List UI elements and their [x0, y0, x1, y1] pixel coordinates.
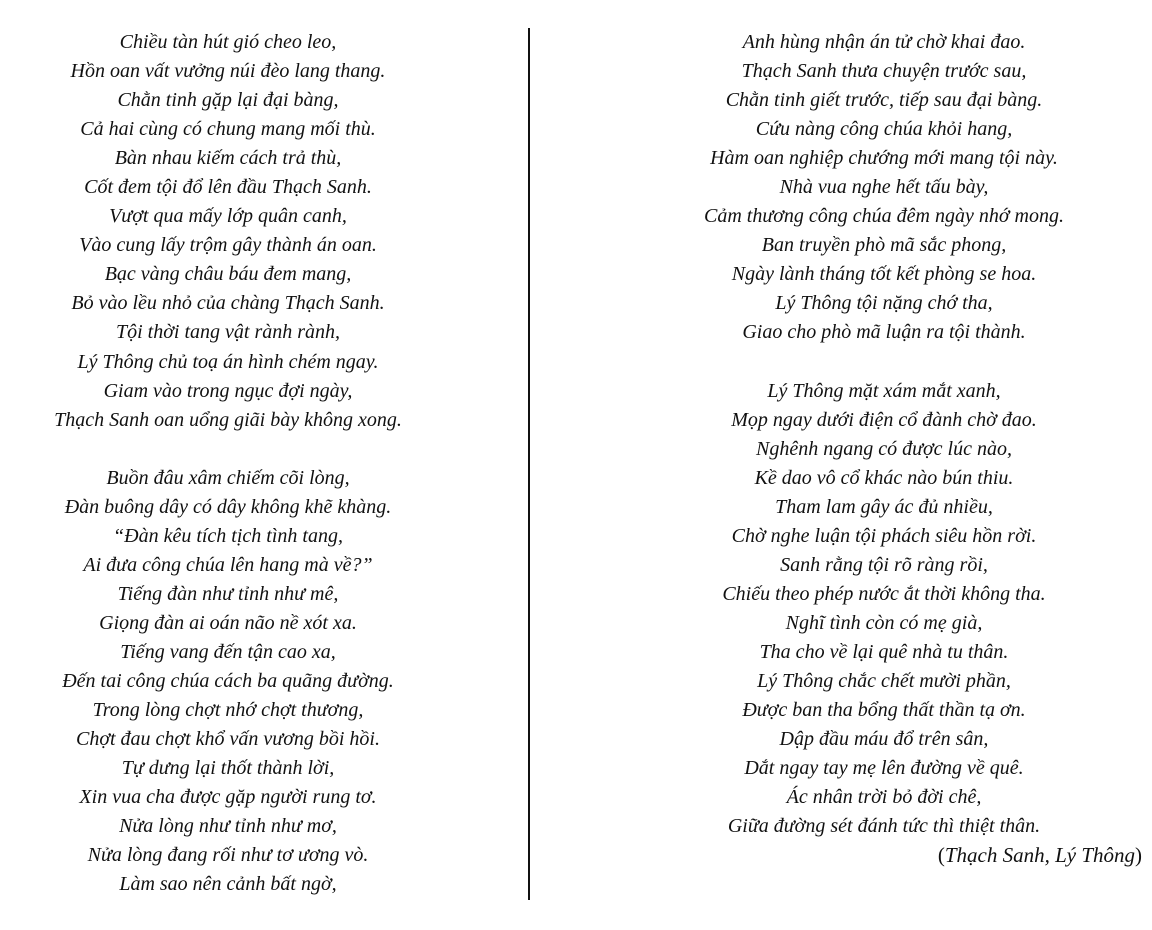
poem-line: Chiều tàn hút gió cheo leo,	[119, 31, 337, 53]
poem-line: Tiếng đàn như tỉnh như mê,	[117, 582, 339, 605]
poem-line: Chờ nghe luận tội phách siêu hồn rời.	[731, 524, 1037, 547]
poem-line: Nghênh ngang có được lúc nào,	[756, 437, 1012, 460]
poem-line: Ác nhân trời bỏ đời chê,	[786, 786, 982, 809]
stanza-break	[620, 348, 1148, 377]
poem-line: Tha cho về lại quê nhà tu thân.	[759, 640, 1009, 663]
poem-line: Tự dưng lại thốt thành lời,	[121, 757, 335, 780]
poem-line: Giọng đàn ai oán não nề xót xa.	[99, 611, 357, 634]
poem-line: Lý Thông mặt xám mắt xanh,	[767, 379, 1001, 402]
poem-line: Mọp ngay dưới điện cổ đành chờ đao.	[731, 408, 1037, 431]
poem-line: Thạch Sanh oan uổng giãi bày không xong.	[54, 408, 402, 431]
poem-line: Nửa lòng như tỉnh như mơ,	[119, 815, 337, 838]
poem-line: Ai đưa công chúa lên hang mà về?”	[83, 553, 373, 576]
poem-line: Vào cung lấy trộm gây thành án oan.	[79, 234, 377, 257]
poem-line: Chằn tinh giết trước, tiếp sau đại bàng.	[725, 89, 1043, 112]
poem-line: Cứu nàng công chúa khỏi hang,	[755, 118, 1013, 141]
poem-line: Ngày lành tháng tốt kết phòng se hoa.	[731, 263, 1037, 286]
poem-line: Ban truyền phò mã sắc phong,	[761, 234, 1007, 257]
poem-line: Anh hùng nhận án tử chờ khai đao.	[742, 31, 1026, 53]
poem-line: Chiếu theo phép nước ắt thời không tha.	[722, 582, 1046, 605]
stanza-break	[18, 435, 438, 464]
poem-line: Lý Thông chủ toạ án hình chém ngay.	[77, 350, 379, 373]
poem-line: Lý Thông chắc chết mười phần,	[757, 670, 1011, 693]
poem-line: Xin vua cha được gặp người rung tơ.	[79, 786, 377, 809]
poem-line: Giao cho phò mã luận ra tội thành.	[742, 321, 1026, 344]
poem-line: Đến tai công chúa cách ba quãng đường.	[62, 670, 394, 693]
poem-line: Tội thời tang vật rành rành,	[115, 321, 341, 344]
poem-line: Thạch Sanh thưa chuyện trước sau,	[741, 60, 1027, 83]
poem-line: Nhà vua nghe hết tấu bày,	[779, 176, 989, 199]
poem-line: Tham lam gây ác đủ nhiều,	[775, 495, 993, 518]
poem-line: Đàn buông dây có dây không khẽ khàng.	[64, 495, 392, 518]
poem-line: Chằn tinh gặp lại đại bàng,	[117, 89, 339, 112]
attribution-text: Thạch Sanh, Lý Thông	[944, 843, 1135, 868]
poem-line: Bạc vàng châu báu đem mang,	[104, 263, 352, 286]
poem-line: Trong lòng chợt nhớ chợt thương,	[92, 699, 364, 722]
poem-line: Cả hai cùng có chung mang mối thù.	[80, 118, 376, 141]
poem-line: Sanh rằng tội rõ ràng rồi,	[780, 553, 988, 576]
attribution-open-paren: (	[937, 843, 945, 868]
poem-line: Cốt đem tội đổ lên đầu Thạch Sanh.	[84, 176, 372, 199]
poem-line: Hồn oan vất vưởng núi đèo lang thang.	[70, 60, 386, 83]
attribution-close-paren: )	[1135, 843, 1142, 868]
left-poem-column	[18, 28, 438, 899]
poem-line: Làm sao nên cảnh bất ngờ,	[119, 873, 337, 896]
poem-line: Chợt đau chợt khổ vấn vương bồi hồi.	[75, 728, 380, 751]
poem-attribution	[620, 841, 1148, 870]
poem-line: Được ban tha bổng thất thần tạ ơn.	[742, 699, 1026, 722]
poem-line: Giữa đường sét đánh tức thì thiệt thân.	[727, 815, 1041, 838]
right-poem-column	[620, 28, 1148, 870]
poem-line: Tiếng vang đến tận cao xa,	[120, 640, 336, 663]
poem-line: Cảm thương công chúa đêm ngày nhớ mong.	[704, 205, 1064, 228]
poem-line: Buồn đâu xâm chiếm cõi lòng,	[106, 466, 350, 489]
poem-line: Giam vào trong ngục đợi ngày,	[103, 379, 353, 402]
right-poem-lines	[620, 28, 1148, 841]
poem-line: Nửa lòng đang rối như tơ ương vò.	[87, 844, 369, 867]
poem-line: Bàn nhau kiếm cách trả thù,	[114, 147, 342, 170]
column-divider	[528, 28, 530, 900]
poem-line: Kề dao vô cổ khác nào bún thiu.	[754, 466, 1014, 489]
poem-line: Dập đầu máu đổ trên sân,	[779, 728, 989, 751]
poem-line: Dắt ngay tay mẹ lên đường về quê.	[744, 757, 1024, 780]
poem-line: Bỏ vào lều nhỏ của chàng Thạch Sanh.	[71, 292, 385, 315]
poem-line: Hàm oan nghiệp chướng mới mang tội này.	[710, 147, 1058, 170]
poem-line: “Đàn kêu tích tịch tình tang,	[113, 524, 343, 547]
poem-line: Vượt qua mấy lớp quân canh,	[109, 205, 347, 228]
poem-line: Nghĩ tình còn có mẹ già,	[785, 611, 983, 634]
poem-line: Lý Thông tội nặng chớ tha,	[775, 292, 993, 315]
